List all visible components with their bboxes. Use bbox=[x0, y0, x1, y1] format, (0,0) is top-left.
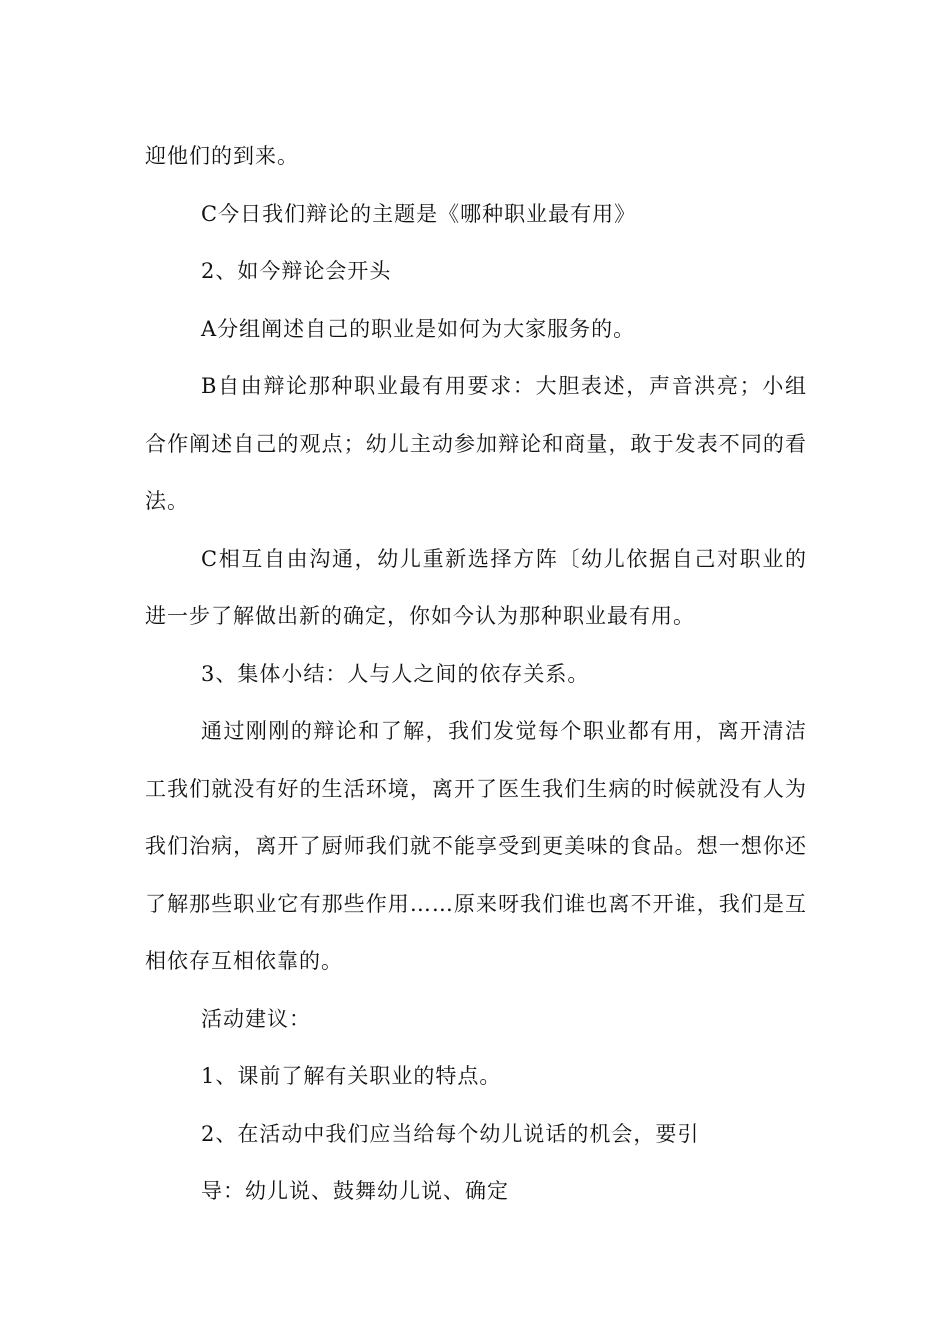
paragraph-debate-topic: C今日我们辩论的主题是《哪种职业最有用》 bbox=[201, 201, 637, 226]
paragraph-step-b: B自由辩论那种职业最有用要求：大胆表述，声音洪亮；小组合作阐述自己的观点；幼儿主动参加辩论和商量，敢于发表不同的看法。 bbox=[145, 374, 807, 513]
paragraph-suggestion-2-continued: 导：幼儿说、鼓舞幼儿说、确定 bbox=[201, 1179, 509, 1203]
paragraph-suggestion-2: 2、在活动中我们应当给每个幼儿说话的机会，要引 bbox=[201, 1121, 700, 1146]
paragraph-step-c: C相互自由沟通，幼儿重新选择方阵〔幼儿依据自己对职业的进一步了解做出新的确定，你如今认为那种职业最有用。 bbox=[145, 546, 807, 628]
paragraph-section-3: 3、集体小结：人与人之间的依存关系。 bbox=[201, 661, 590, 686]
paragraph-step-a: A分组阐述自己的职业是如何为大家服务的。 bbox=[201, 316, 636, 341]
paragraph-section-2: 2、如今辩论会开头 bbox=[201, 259, 392, 283]
document-body bbox=[145, 128, 807, 1221]
paragraph-continuation: 迎他们的到来。 bbox=[145, 144, 299, 168]
paragraph-suggestions-heading: 活动建议： bbox=[201, 1006, 311, 1031]
paragraph-suggestion-1: 1、课前了解有关职业的特点。 bbox=[201, 1064, 502, 1088]
paragraph-summary: 通过刚刚的辩论和了解，我们发觉每个职业都有用，离开清洁工我们就没有好的生活环境，离开了医生我们生病的时候就没有人为我们治病，离开了厨师我们就不能享受到更美味的食品。想一想你还了解那些职业它有那些作用……原来呀我们谁也离不开谁，我们是互相依存互相依靠的。 bbox=[145, 719, 807, 973]
